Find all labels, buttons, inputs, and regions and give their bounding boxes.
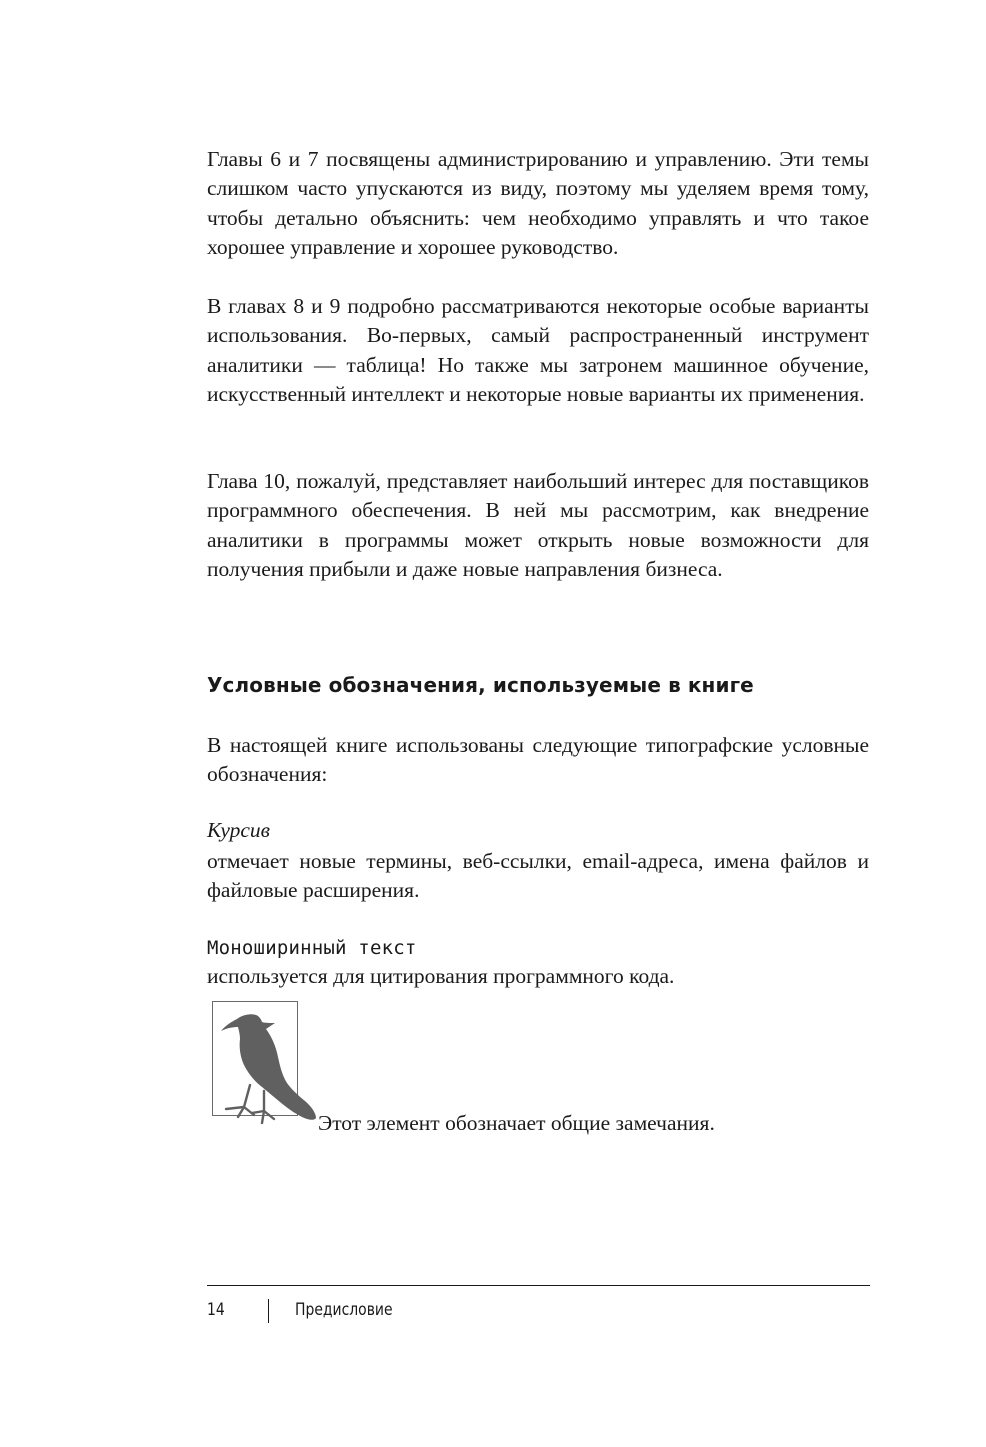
note-text: Этот элемент обозначает общие замечания. <box>318 1111 715 1135</box>
footer-rule <box>207 1285 870 1286</box>
crow-icon <box>212 1001 320 1133</box>
convention-description-italic: отмечает новые термины, веб-ссылки, email-адреса, имена файлов и файловые расширения. <box>207 849 869 902</box>
running-footer-title: Предисловие <box>295 1300 393 1320</box>
body-paragraph: В главах 8 и 9 подробно рассматриваются некоторые особые варианты использования. Во-первых, самый распространенный инструмент аналитики — таблица! Но также мы затронем машинное обучение, искусственный интеллект и некоторые новые варианты их применения. <box>207 294 869 407</box>
convention-term-italic: Курсив <box>207 818 270 842</box>
page-number: 14 <box>207 1300 225 1320</box>
convention-term-monospace: Моноширинный текст <box>207 937 417 959</box>
body-paragraph: Глава 10, пожалуй, представляет наибольший интерес для поставщиков программного обеспечения. В ней мы рассмотрим, как внедрение аналитики в программы может открыть новые возможности для получения прибыли и даже новые направления бизнеса. <box>207 469 869 582</box>
section-intro: В настоящей книге использованы следующие типографские условные обозначения: <box>207 733 869 787</box>
convention-description-monospace: используется для цитирования программного кода. <box>207 964 675 988</box>
section-heading: Условные обозначения, используемые в книге <box>207 673 754 697</box>
body-paragraph: Главы 6 и 7 посвящены администрированию и управлению. Эти темы слишком часто упускаются из виду, поэтому мы уделяем время тому, чтобы детально объяснить: чем необходимо управлять и что такое хорошее управление и хорошее руководство. <box>207 147 869 260</box>
footer-separator <box>268 1299 269 1323</box>
